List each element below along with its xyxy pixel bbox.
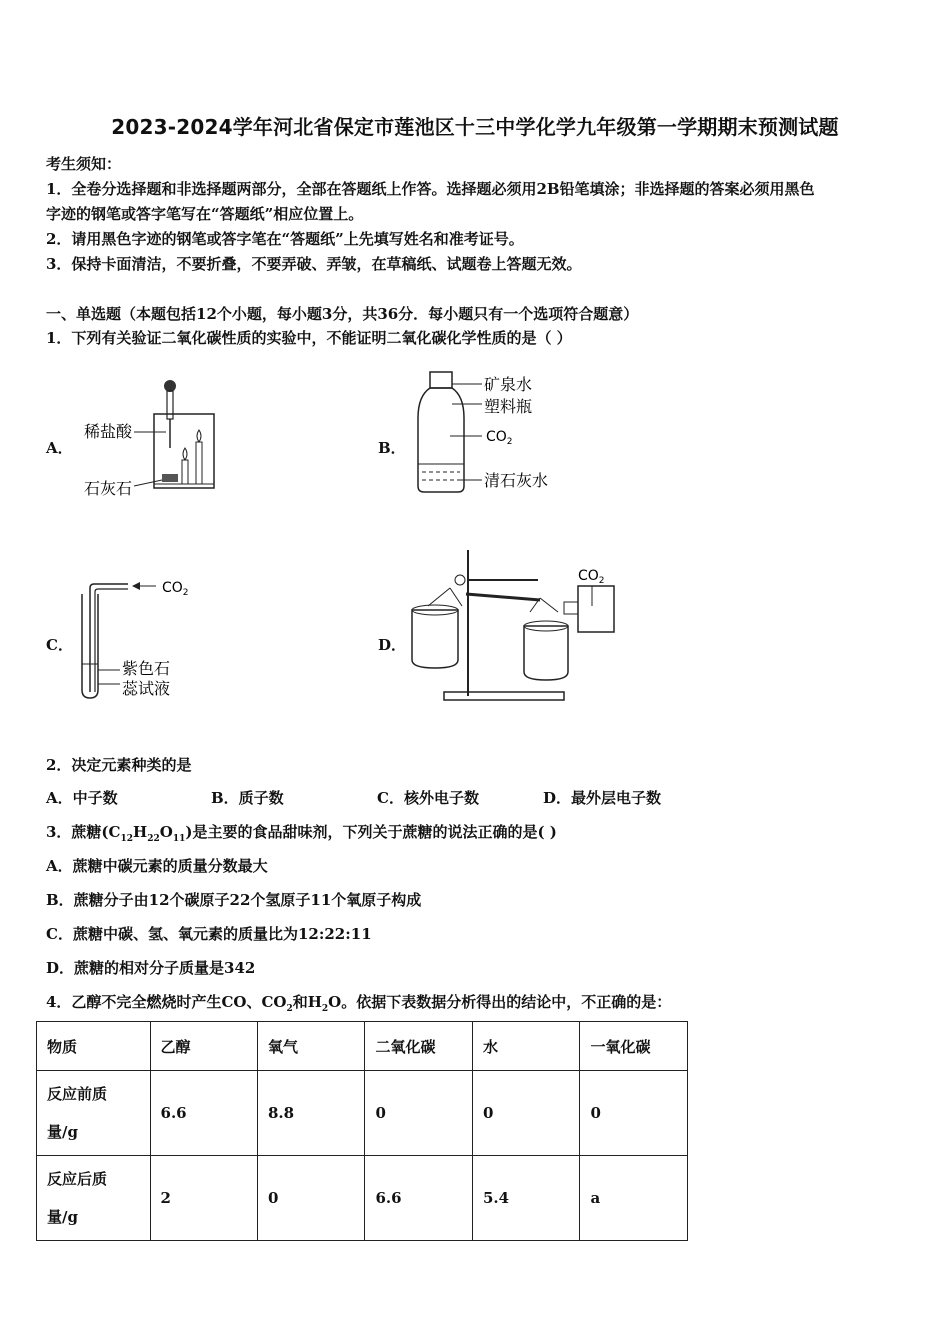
- table-header-cell: 乙醇: [150, 1022, 257, 1071]
- table-cell: 5.4: [472, 1156, 579, 1241]
- table-cell: 0: [472, 1071, 579, 1156]
- table-cell: 0: [258, 1156, 365, 1241]
- notice-item: 3．保持卡面清洁，不要折叠，不要弄破、弄皱，在草稿纸、试题卷上答题无效。: [46, 255, 582, 273]
- table-header-row: [37, 1022, 688, 1071]
- table-cell: 0: [365, 1071, 472, 1156]
- section-heading: 一、单选题（本题包括12个小题，每小题3分，共36分．每小题只有一个选项符合题意）: [46, 305, 639, 323]
- notice-item: 1．全卷分选择题和非选择题两部分，全部在答题纸上作答。选择题必须用2B铅笔填涂；非选择题的答案必须用黑色: [46, 180, 815, 198]
- table-cell: 6.6: [365, 1156, 472, 1241]
- table-header-cell: 氧气: [258, 1022, 365, 1071]
- q3-option-b[interactable]: B．蔗糖分子由12个碳原子22个氢原子11个氧原子构成: [46, 891, 422, 909]
- label-limestone: 石灰石: [84, 479, 133, 498]
- label-co2: $CO_2$: [578, 568, 605, 586]
- label-co2: $CO_2$: [486, 429, 513, 447]
- figure-c-test-tube: [76, 572, 206, 702]
- question-2-stem: 2．决定元素种类的是: [46, 756, 192, 774]
- table-header-cell: 水: [472, 1022, 579, 1071]
- table-row: [37, 1156, 688, 1241]
- table-cell: a: [580, 1156, 688, 1241]
- figure-b-bottle: [410, 368, 570, 498]
- label-litmus-1: 紫色石: [122, 659, 171, 678]
- table-cell: 6.6: [150, 1071, 257, 1156]
- q2-option-a[interactable]: A．中子数: [46, 789, 118, 807]
- notice-item: 字迹的钢笔或答字笔写在“答题纸”相应位置上。: [46, 205, 364, 223]
- q3-option-c[interactable]: C．蔗糖中碳、氢、氧元素的质量比为12:22:11: [46, 925, 372, 943]
- label-plastic-bottle: 塑料瓶: [484, 397, 533, 416]
- label-mineral-water: 矿泉水: [484, 375, 533, 394]
- q3-option-a[interactable]: A．蔗糖中碳元素的质量分数最大: [46, 857, 268, 875]
- row-label: 反应前质 量/g: [37, 1071, 151, 1156]
- table-header-cell: 一氧化碳: [580, 1022, 688, 1071]
- question-4-stem: 4．乙醇不完全燃烧时产生CO、$CO_2$和$H_2O$。依据下表数据分析得出的结论中，不正确的是：: [46, 993, 672, 1014]
- figure-d-balance: [406, 546, 626, 706]
- table-row: [37, 1071, 688, 1156]
- table-cell: 0: [580, 1071, 688, 1156]
- label-limewater: 清石灰水: [484, 471, 549, 490]
- q3-option-d[interactable]: D．蔗糖的相对分子质量是342: [46, 959, 256, 977]
- q2-option-c[interactable]: C．核外电子数: [377, 789, 479, 807]
- q2-option-b[interactable]: B．质子数: [211, 789, 284, 807]
- figure-a-acid-limestone: [78, 376, 228, 504]
- q1-option-b-label: B．: [378, 439, 406, 457]
- label-co2: $CO_2$: [162, 580, 189, 598]
- question-1-stem: 1．下列有关验证二氧化碳性质的实验中，不能证明二氧化碳化学性质的是（ ）: [46, 329, 572, 347]
- notice-heading: 考生须知：: [46, 155, 122, 173]
- row-label: 反应后质 量/g: [37, 1156, 151, 1241]
- label-litmus-2: 蕊试液: [122, 679, 171, 698]
- table-header-cell: 二氧化碳: [365, 1022, 472, 1071]
- q1-option-c-label: C．: [46, 636, 73, 654]
- question-3-stem: 3．蔗糖$(C_{12}H_{22}O_{11})$是主要的食品甜味剂，下列关于蔗糖的说法正确的是( ): [46, 823, 557, 844]
- table-header-cell: 物质: [37, 1022, 151, 1071]
- notice-item: 2．请用黑色字迹的钢笔或答字笔在“答题纸”上先填写姓名和准考证号。: [46, 230, 524, 248]
- table-cell: 2: [150, 1156, 257, 1241]
- reaction-data-table: [36, 1021, 688, 1241]
- table-cell: 8.8: [258, 1071, 365, 1156]
- q1-option-a-label: A．: [46, 439, 73, 457]
- label-dilute-hcl: 稀盐酸: [84, 422, 133, 441]
- q2-option-d[interactable]: D．最外层电子数: [543, 789, 662, 807]
- page-title: 2023-2024学年河北省保定市莲池区十三中学化学九年级第一学期期末预测试题: [111, 115, 839, 139]
- q1-option-d-label: D．: [378, 636, 407, 654]
